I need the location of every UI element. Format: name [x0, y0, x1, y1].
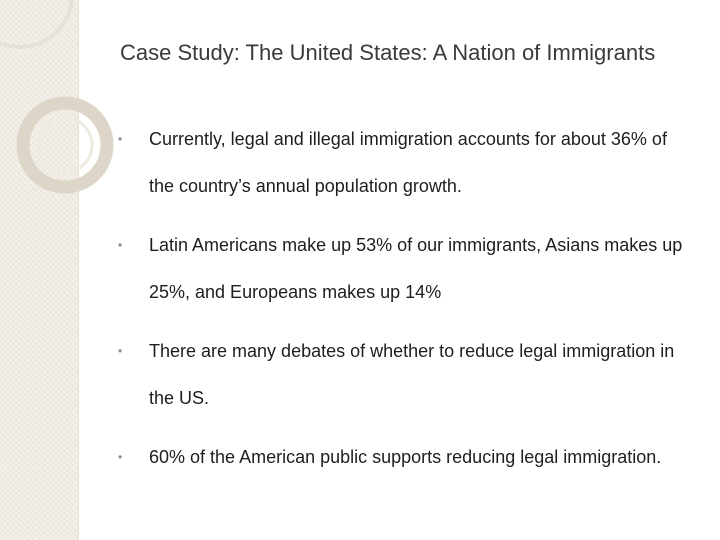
- bullet-marker: •: [118, 132, 123, 146]
- bullet-text: Currently, legal and illegal immigration accounts for about 36% of the country’s annual population growth.: [149, 129, 667, 196]
- bullet-text: Latin Americans make up 53% of our immigrants, Asians makes up 25%, and Europeans makes up 14%: [149, 235, 683, 302]
- bullet-item-debates: [118, 328, 688, 422]
- bullet-item-public-opinion: [118, 434, 688, 481]
- bullet-marker: •: [118, 450, 123, 464]
- bullet-marker: •: [118, 238, 123, 252]
- bullet-item-origins: [118, 222, 688, 316]
- bullet-text: 60% of the American public supports reducing legal immigration.: [149, 447, 662, 467]
- bullet-item-growth: [118, 116, 688, 210]
- bullet-list: [118, 116, 688, 493]
- bullet-text: There are many debates of whether to reduce legal immigration in the US.: [149, 341, 675, 408]
- bullet-marker: •: [118, 344, 123, 358]
- slide-title: Case Study: The United States: A Nation of Immigrants: [120, 40, 656, 65]
